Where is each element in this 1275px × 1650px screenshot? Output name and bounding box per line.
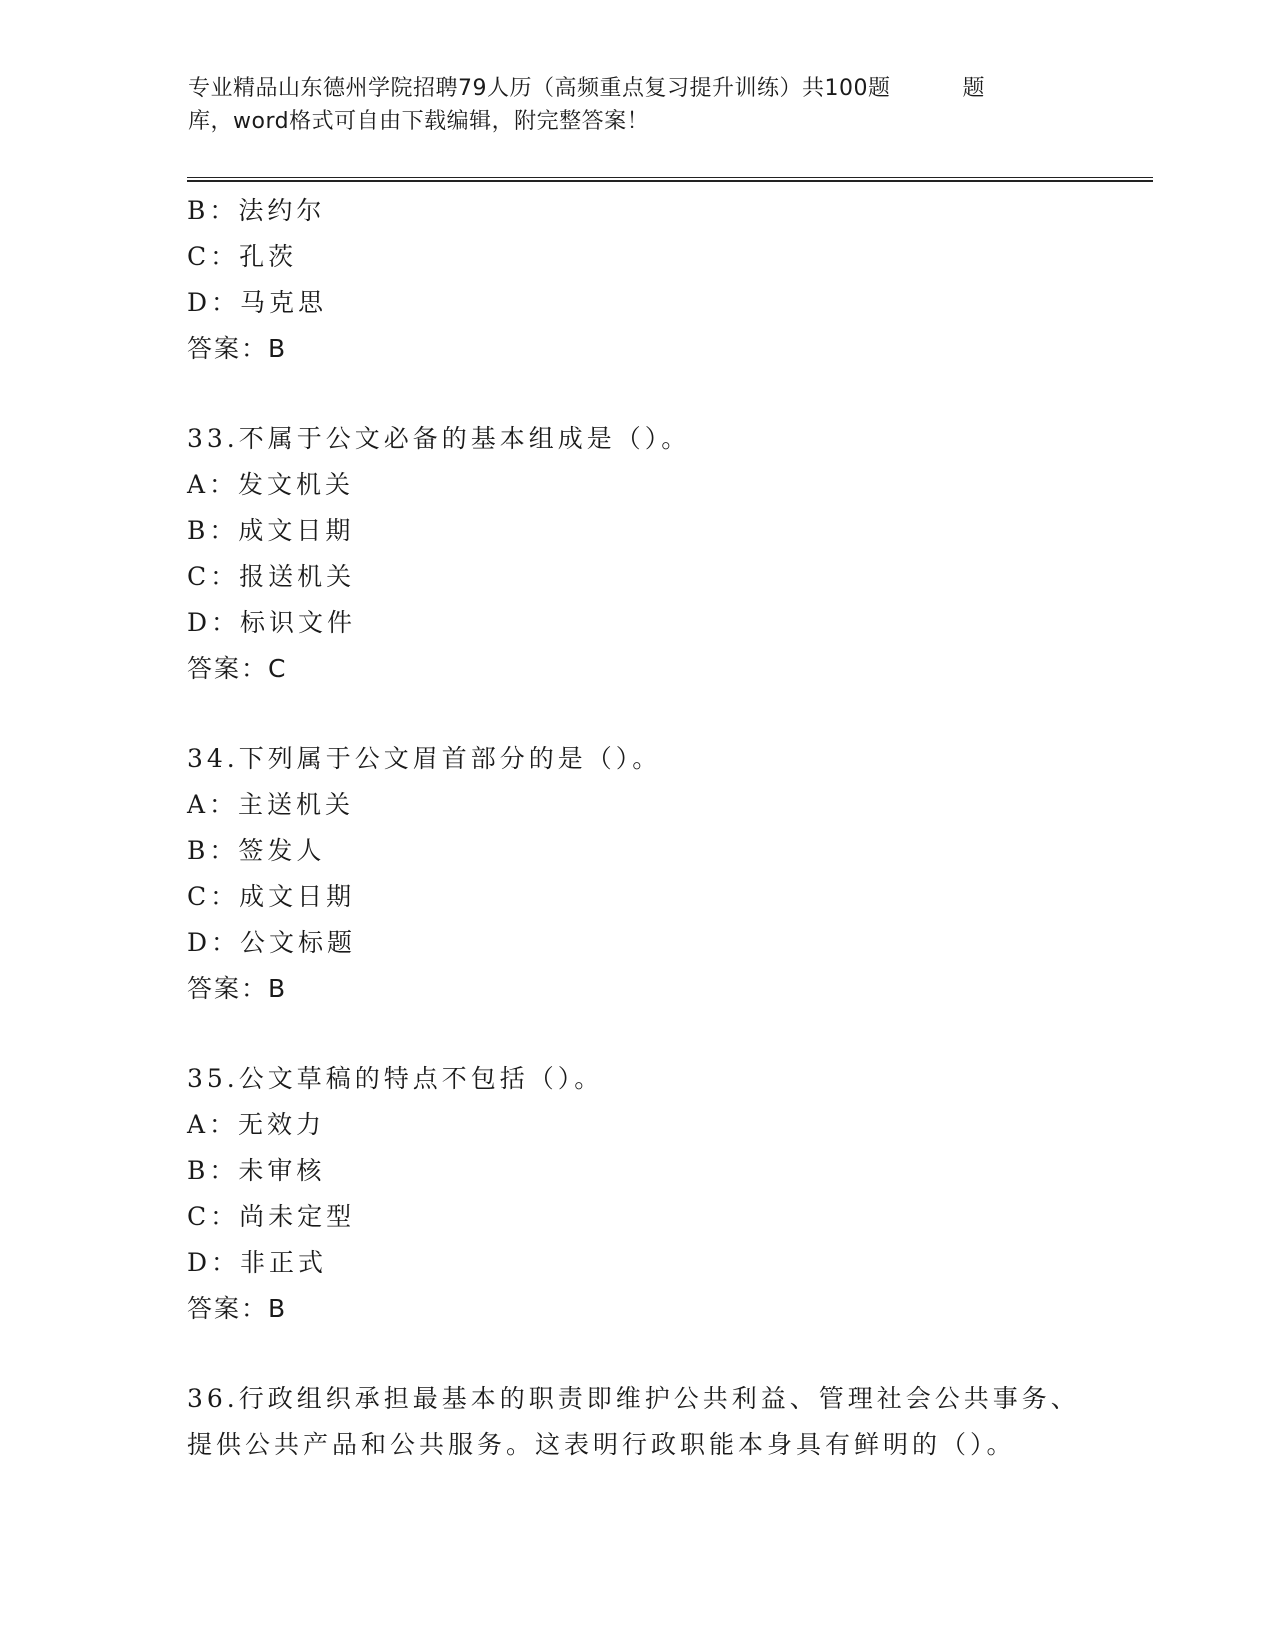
- document-header: [188, 72, 1068, 138]
- option-c: C：报送机关: [187, 562, 356, 591]
- option-c: C：孔茨: [187, 242, 298, 271]
- option-b: B：法约尔: [187, 196, 326, 225]
- header-line-2: 库，word格式可自由下载编辑，附完整答案！: [188, 109, 650, 134]
- header-line-1: [188, 72, 1068, 105]
- answer: 答案：C: [187, 654, 288, 683]
- header-title-tail: 题: [962, 76, 986, 101]
- answer: 答案：B: [187, 1294, 288, 1323]
- answer: 答案：B: [187, 974, 288, 1003]
- question-stem: 34.下列属于公文眉首部分的是（）。: [187, 744, 662, 773]
- question-stem: 35.公文草稿的特点不包括（）。: [187, 1064, 604, 1093]
- question-stem-line-2: 提供公共产品和公共服务。这表明行政职能本身具有鲜明的（）。: [187, 1430, 1016, 1459]
- option-b: B：签发人: [187, 836, 326, 865]
- option-a: A：无效力: [187, 1110, 326, 1139]
- answer: 答案：B: [187, 334, 288, 363]
- option-b: B：成文日期: [187, 516, 355, 545]
- option-b: B：未审核: [187, 1156, 326, 1185]
- question-34: [187, 736, 1087, 1012]
- option-d: D：马克思: [187, 288, 328, 317]
- option-a: A：主送机关: [187, 790, 355, 819]
- question-stem-line-1: 36.行政组织承担最基本的职责即维护公共利益、管理社会公共事务、: [187, 1384, 1080, 1413]
- option-d: D：公文标题: [187, 928, 357, 957]
- option-d: D：标识文件: [187, 608, 357, 637]
- question-36: [187, 1376, 1087, 1468]
- option-d: D：非正式: [187, 1248, 328, 1277]
- question-list: [187, 188, 1087, 1468]
- header-divider-thick: [187, 180, 1153, 182]
- option-c: C：成文日期: [187, 882, 356, 911]
- header-title: 专业精品山东德州学院招聘79人历（高频重点复习提升训练）共100题: [188, 76, 891, 101]
- option-a: A：发文机关: [187, 470, 355, 499]
- question-32-partial: [187, 188, 1087, 372]
- option-c: C：尚未定型: [187, 1202, 356, 1231]
- question-stem: 33.不属于公文必备的基本组成是（）。: [187, 424, 691, 453]
- header-divider-thin: [187, 177, 1153, 178]
- question-33: [187, 416, 1087, 692]
- question-35: [187, 1056, 1087, 1332]
